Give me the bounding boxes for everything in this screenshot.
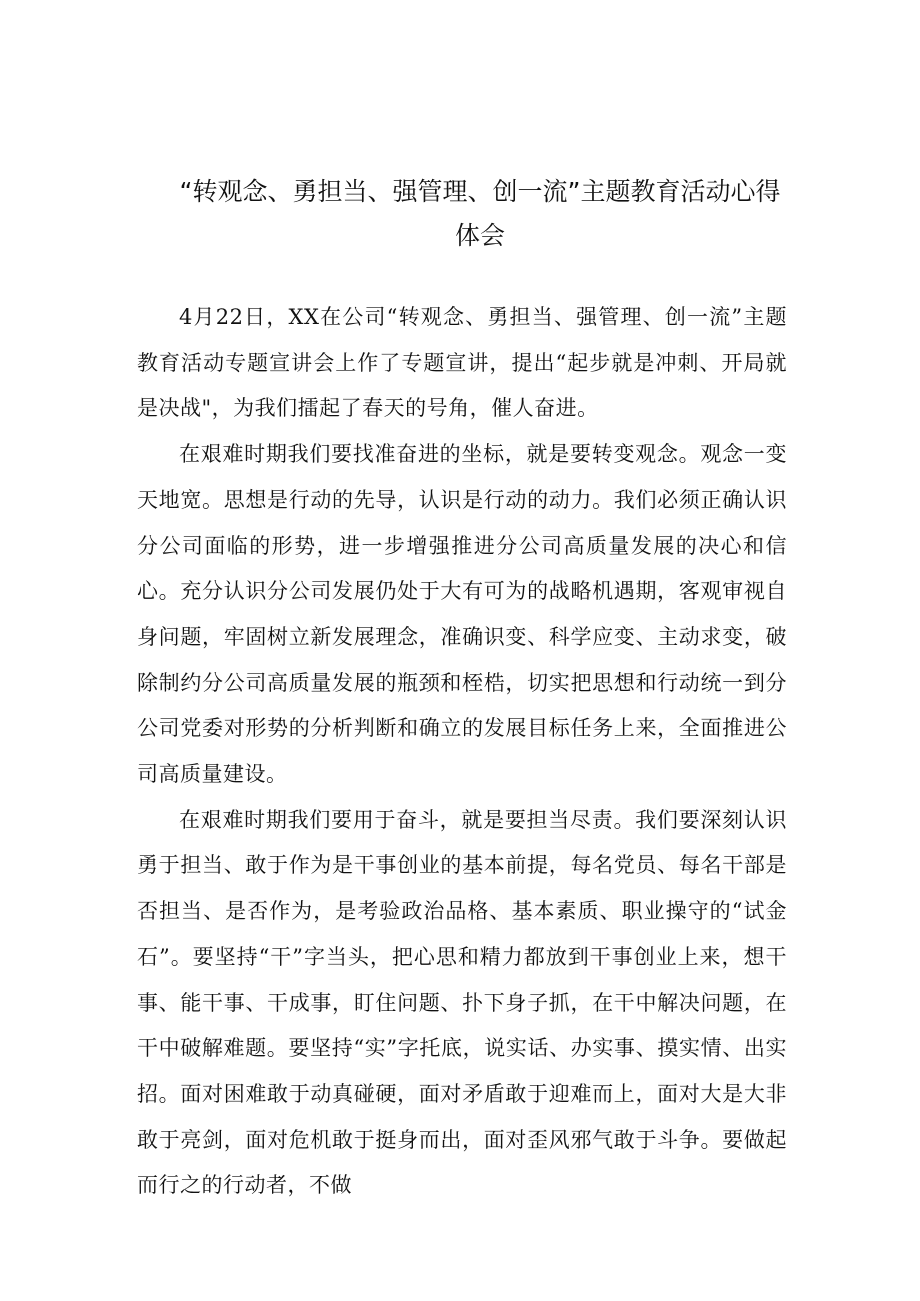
document-title: “转观念、勇担当、强管理、创一流”主题教育活动心得体会 [179, 177, 781, 250]
paragraph-2: 在艰难时期我们要找准奋进的坐标，就是要转变观念。观念一变天地宽。思想是行动的先导，认识是行动的动力。我们必须正确认识分公司面临的形势，进一步增强推进分公司高质量发展的决心和信心。充分认识分公司发展仍处于大有可为的战略机遇期，客观审视自身问题，牢固树立新发展理念，准确识变、科学应变、主动求变，破除制约分公司高质量发展的瓶颈和桎梏，切实把思想和行动统一到分公司党委对形势的分析判断和确立的发展目标任务上来，全面推进公司高质量建设。 [137, 442, 787, 787]
paragraph-3: 在艰难时期我们要用于奋斗，就是要担当尽责。我们要深刻认识勇于担当、敢于作为是干事创业的基本前提，每名党员、每名干部是否担当、是否作为，是考验政治品格、基本素质、职业操守的“试金石”。要坚持“干”字当头，把心思和精力都放到干事创业上来，想干事、能干事、干成事，盯住问题、扑下身子抓，在干中解决问题，在干中破解难题。要坚持“实”字托底，说实话、办实事、摸实情、出实招。面对困难敢于动真碰硬，面对矛盾敢于迎难而上，面对大是大非敢于亮剑，面对危机敢于挺身而出，面对歪风邪气敢于斗争。要做起而行之的行动者，不做 [137, 807, 787, 1198]
paragraph-1: 4月22日，XX在公司“转观念、勇担当、强管理、创一流”主题教育活动专题宣讲会上作了专题宣讲，提出“起步就是冲刺、开局就是决战"，为我们擂起了春天的号角，催人奋进。 [137, 305, 787, 421]
document-body [137, 295, 787, 1209]
